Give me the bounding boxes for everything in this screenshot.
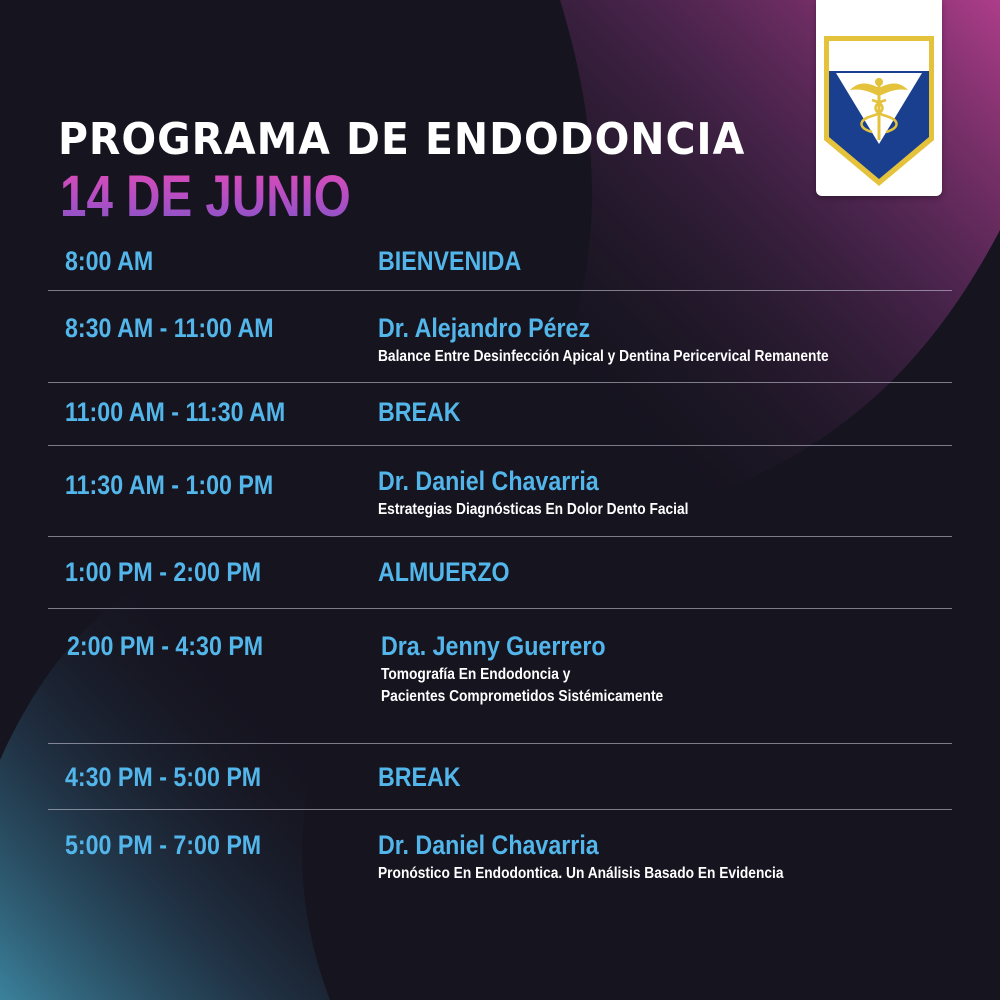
- session-title: ALMUERZO: [378, 557, 510, 587]
- session-time: 8:30 AM - 11:00 AM: [65, 313, 274, 343]
- schedule-row: [48, 744, 952, 810]
- page-title: PROGRAMA DE ENDODONCIA: [58, 114, 746, 165]
- session-description: Tomografía En Endodoncia y: [381, 666, 571, 683]
- session-topic: [378, 313, 902, 368]
- session-title: Dr. Daniel Chavarria: [378, 466, 599, 496]
- schedule-row: [48, 537, 952, 609]
- session-description: Estrategias Diagnósticas En Dolor Dento Facial: [378, 501, 689, 518]
- session-description: Balance Entre Desinfección Apical y Dentina Pericervical Remanente: [378, 348, 829, 365]
- session-description: Pacientes Comprometidos Sistémicamente: [381, 688, 664, 705]
- schedule-row: [48, 446, 952, 537]
- session-topic: [378, 762, 474, 793]
- event-date: 14 DE JUNIO: [60, 164, 351, 229]
- schedule-row: [48, 609, 952, 744]
- session-topic: [378, 557, 531, 588]
- session-time: 8:00 AM: [65, 246, 154, 276]
- session-title: Dr. Alejandro Pérez: [378, 313, 591, 343]
- session-topic: [378, 466, 739, 521]
- session-title: BREAK: [378, 762, 461, 792]
- session-topic: [378, 246, 545, 277]
- session-description: Pronóstico En Endodontica. Un Análisis Basado En Evidencia: [378, 865, 784, 882]
- session-time: 11:00 AM - 11:30 AM: [65, 397, 286, 427]
- session-time: 11:30 AM - 1:00 PM: [65, 470, 274, 500]
- schedule-row: [48, 236, 952, 291]
- schedule-row: [48, 810, 952, 920]
- college-logo: [816, 0, 942, 196]
- session-time: 5:00 PM - 7:00 PM: [65, 830, 262, 860]
- session-time: 1:00 PM - 2:00 PM: [65, 557, 262, 587]
- session-title: Dr. Daniel Chavarria: [378, 830, 599, 860]
- session-time: 4:30 PM - 5:00 PM: [65, 762, 262, 792]
- session-title: BREAK: [378, 397, 461, 427]
- session-topic: [381, 631, 709, 708]
- session-title: Dra. Jenny Guerrero: [381, 631, 606, 661]
- session-topic: [378, 830, 850, 885]
- schedule-table: [48, 236, 952, 920]
- schedule-row: [48, 383, 952, 446]
- session-time: 2:00 PM - 4:30 PM: [67, 631, 264, 661]
- session-topic: [378, 397, 474, 428]
- session-title: BIENVENIDA: [378, 246, 522, 276]
- schedule-row: [48, 291, 952, 383]
